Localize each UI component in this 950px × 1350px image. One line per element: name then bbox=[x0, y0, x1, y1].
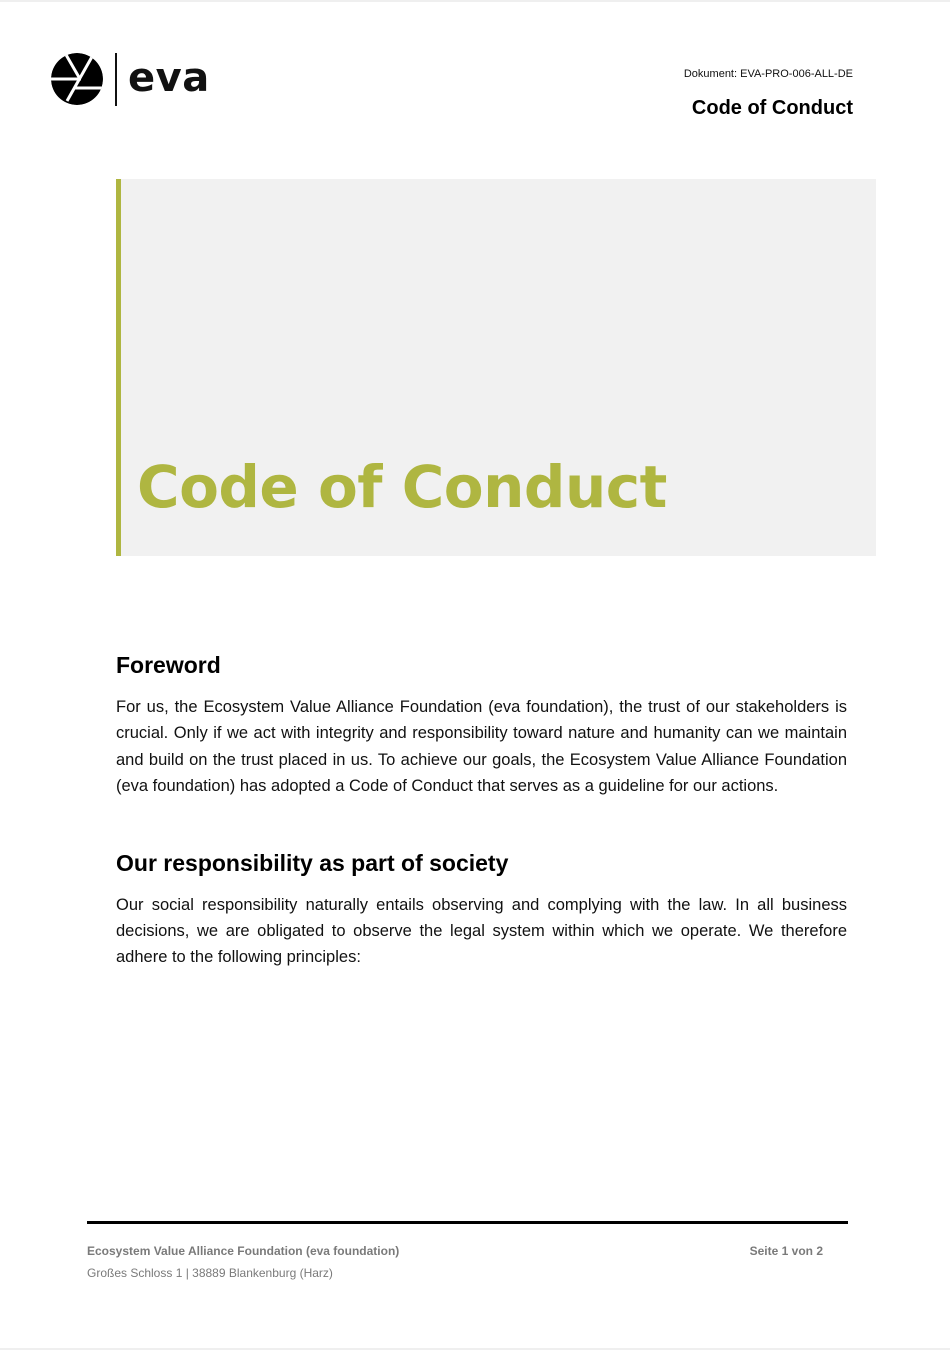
page-top-edge bbox=[0, 0, 950, 2]
document-content bbox=[116, 650, 847, 971]
page-number: Seite 1 von 2 bbox=[749, 1244, 823, 1258]
section-heading: Foreword bbox=[116, 652, 221, 678]
logo-divider bbox=[115, 53, 117, 106]
section-paragraph: For us, the Ecosystem Value Alliance Foundation (eva foundation), the trust of our stakeholders is crucial. Only if we act with integrity and responsibility toward nature and humanity can we maintain and build on the trust placed in us. To achieve our goals, the Ecosystem Value Alliance Foundation (eva foundation) has adopted a Code of Conduct that serves as a guideline for our actions. bbox=[116, 698, 847, 796]
eva-aperture-logo-icon bbox=[51, 53, 103, 105]
footer-divider bbox=[87, 1221, 848, 1224]
section-paragraph: Our social responsibility naturally entails observing and complying with the law. In all business decisions, we are obligated to observe the legal system within which we operate. We therefore adhere to the following principles: bbox=[116, 895, 847, 967]
title-block bbox=[116, 179, 876, 556]
page-title: Code of Conduct bbox=[137, 453, 667, 521]
section-social-responsibility bbox=[116, 848, 847, 971]
header-document-title: Code of Conduct bbox=[691, 97, 853, 119]
section-foreword bbox=[116, 650, 847, 800]
footer-organization: Ecosystem Value Alliance Foundation (eva foundation) bbox=[87, 1244, 400, 1258]
document-meta bbox=[684, 66, 853, 120]
document-id: Dokument: EVA-PRO-006-ALL-DE bbox=[683, 68, 853, 80]
footer-address: Großes Schloss 1 | 38889 Blankenburg (Harz) bbox=[87, 1266, 333, 1280]
logo-wordmark: eva bbox=[128, 55, 210, 101]
section-heading: Our responsibility as part of society bbox=[116, 849, 509, 876]
eva-logo bbox=[51, 52, 210, 106]
